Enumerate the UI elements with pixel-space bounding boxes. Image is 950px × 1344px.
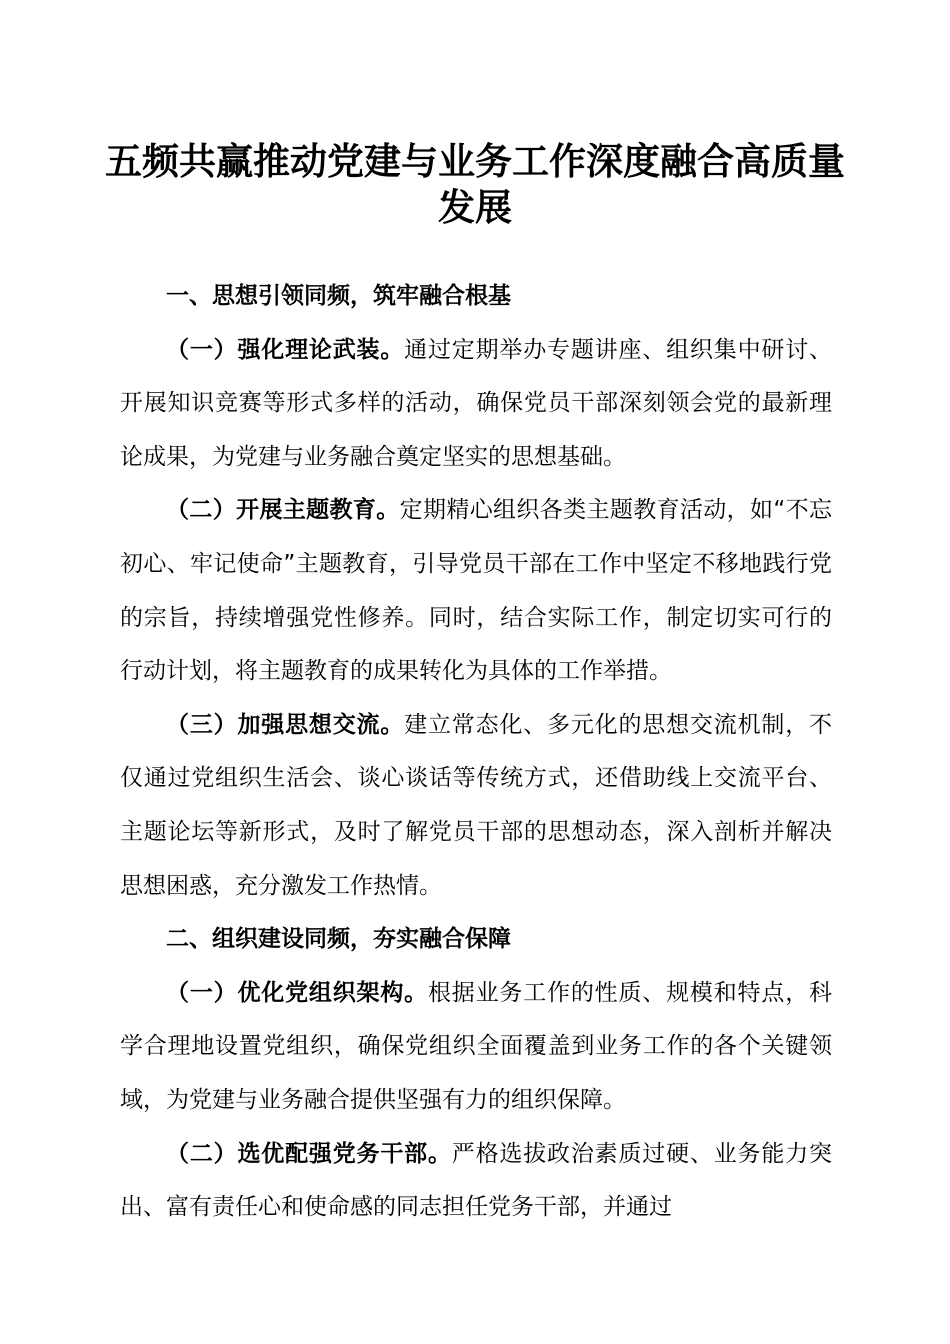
paragraph-text: 通过定期举办专题讲座、组织集中研讨、开展知识竞赛等形式多样的活动，确保党员干部深刻领会党的最新理论成果，为党建与业务融合奠定坚实的思想基础。 bbox=[120, 336, 833, 470]
paragraph-lead: （二）开展主题教育。 bbox=[166, 497, 400, 524]
section-2-heading: 二、组织建设同频，夯实融合保障 bbox=[166, 926, 511, 953]
paragraph-lead: （一）强化理论武装。 bbox=[166, 336, 405, 363]
document-title-line-1: 五频共赢推动党建与业务工作深度融合高质量 bbox=[105, 139, 845, 183]
section-1-paragraph-1 bbox=[120, 324, 832, 485]
section-1-paragraph-3 bbox=[120, 699, 832, 913]
document-body bbox=[120, 270, 832, 1235]
paragraph-text: 根据业务工作的性质、规模和特点，科学合理地设置党组织，确保党组织全面覆盖到业务工作的各个关键领域，为党建与业务融合提供坚强有力的组织保障。 bbox=[120, 979, 833, 1113]
section-1-paragraph-2 bbox=[120, 484, 832, 698]
paragraph-text: 严格选拔政治素质过硬、业务能力突出、富有责任心和使命感的同志担任党务干部，并通过 bbox=[120, 1140, 833, 1221]
paragraph-text: 定期精心组织各类主题教育活动，如“不忘初心、牢记使命”主题教育，引导党员干部在工作中坚定不移地践行党的宗旨，持续增强党性修养。同时，结合实际工作，制定切实可行的行动计划，将主题教育的成果转化为具体的工作举措。 bbox=[120, 497, 833, 685]
paragraph-text: 建立常态化、多元化的思想交流机制，不仅通过党组织生活会、谈心谈话等传统方式，还借助线上交流平台、主题论坛等新形式，及时了解党员干部的思想动态，深入剖析并解决思想困惑，充分激发工作热情。 bbox=[120, 711, 833, 899]
paragraph-lead: （一）优化党组织架构。 bbox=[166, 979, 428, 1006]
section-2-paragraph-2 bbox=[120, 1128, 832, 1235]
document-title-line-2: 发展 bbox=[438, 185, 512, 229]
section-2-paragraph-1 bbox=[120, 967, 832, 1128]
paragraph-lead: （三）加强思想交流。 bbox=[166, 711, 405, 738]
section-1-heading: 一、思想引领同频，筑牢融合根基 bbox=[166, 283, 511, 309]
paragraph-lead: （二）选优配强党务干部。 bbox=[166, 1140, 452, 1167]
